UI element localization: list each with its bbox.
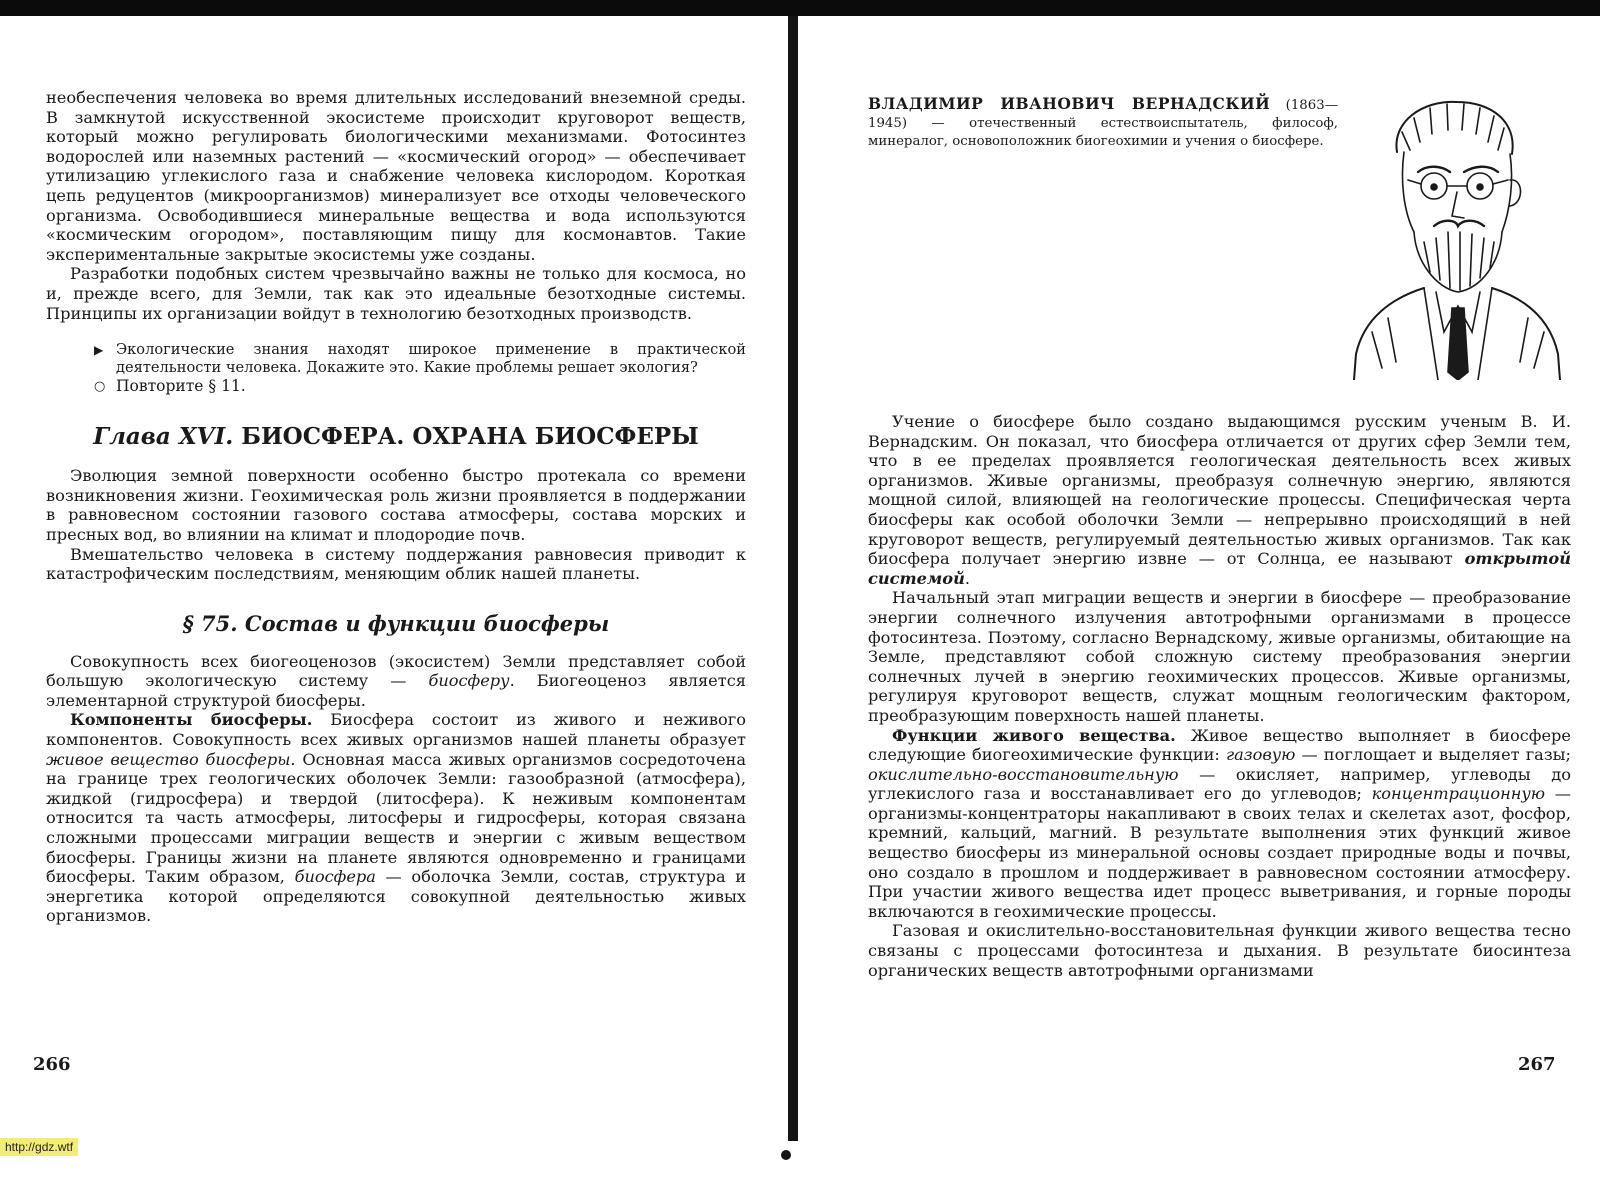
bio-name: ВЛАДИМИР ИВАНОВИЧ ВЕРНАДСКИЙ: [868, 94, 1271, 113]
triangle-bullet-icon: ▶: [94, 343, 104, 358]
chapter-label: Глава XVI.: [93, 423, 234, 451]
repeat-block: [94, 377, 746, 396]
section-title: § 75. Состав и функции биосферы: [182, 610, 610, 636]
vernadsky-portrait: [1352, 92, 1562, 380]
left-paragraph-4: Вмешательство человека в систему поддержания равновесия приводит к катастрофическим последствиям, меняющим облик нашей планеты.: [46, 544, 746, 584]
term-open-system: открытой системой: [868, 549, 1571, 588]
right-paragraph-3: Функции живого вещества. Живое вещество выполняет в биосфере следующие биогеохимические функции: газовую — поглощает и выделяет газы; окислительно-восстановительную — окисляет, например, углеводы до углекислого газа и восстанавливает его до углеводов; концентрационную — организмы-концентраторы накапливают в своих телах и скелетах азот, фосфор, кремний, кальций, магний. В результате выполнения этих функций живое вещество биосферы из минеральной основы создает природные воды и почвы, оно создало в прошлом и поддерживает в равновесном состоянии атмосферу. При участии живого вещества идет процесс выветривания, и горные породы включаются в геохимические процессы.: [868, 725, 1572, 921]
page-number-right: 267: [1518, 1054, 1556, 1075]
left-page: [46, 88, 746, 926]
question-block: [94, 341, 746, 377]
subheading-functions: Функции живого вещества.: [892, 725, 1176, 745]
term-concentration: концентрационную: [1371, 784, 1546, 804]
left-paragraph-2: Разработки подобных систем чрезвычайно важны не только для космоса, но и, прежде всего, для Земли, так как это идеальные безотходные системы. Принципы их организации войдут в технологию безотходных производств.: [46, 264, 746, 323]
page-number-left: 266: [33, 1054, 71, 1075]
left-paragraph-5: Совокупность всех биогеоценозов (экосистем) Земли представляет собой большую экологическую систему — биосферу. Биогеоценоз является элементарной структурой биосферы.: [46, 651, 746, 710]
bio-text: (1863—1945) — отечественный естествоиспытатель, философ, минералог, основоположник биогеохимии и учения о биосфере.: [868, 98, 1338, 149]
left-paragraph-3: Эволюция земной поверхности особенно быстро протекала со времени возникновения жизни. Геохимическая роль жизни проявляется в поддержании в равновесном состоянии газового состава атмосферы, состава морских и пресных вод, во влиянии на климат и плодородие почв.: [46, 466, 746, 544]
biography-caption: [868, 95, 1338, 151]
right-paragraph-1: Учение о биосфере было создано выдающимся русским ученым В. И. Вернадским. Он показал, что биосфера отличается от других сфер Земли тем, что в ее пределах проявляется геологическая деятельность всех живых организмов. Живые организмы, преобразуя солнечную энергию, являются мощной силой, влияющей на геологические процессы. Специфическая черта биосферы как особой оболочки Земли — непрерывно происходящий в ней круговорот веществ, регулируемый деятельностью живых организмов. Так как биосфера получает энергию извне — от Солнца, ее называют открытой системой.: [868, 412, 1571, 588]
term-gas: газовую: [1225, 745, 1296, 765]
right-page: [868, 412, 1571, 980]
term-redox: окислительно-восстановительную: [868, 764, 1179, 784]
repeat-text: Повторите § 11.: [116, 377, 246, 396]
right-paragraph-4: Газовая и окислительно-восстановительная функции живого вещества тесно связаны с процессами фотосинтеза и дыхания. В результате биосинтеза органических веществ автотрофными организмами: [868, 921, 1571, 980]
question-text: Экологические знания находят широкое применение в практической деятельности человека. Докажите это. Какие проблемы решает экология?: [116, 341, 746, 377]
chapter-heading: [46, 422, 746, 452]
left-paragraph-1: необеспечения человека во время длительных исследований внеземной среды. В замкнутой искусственной экосистеме происходит круговорот веществ, который можно регулировать биологическими механизмами. Фотосинтез водорослей или наземных растений — «космический огород» — обеспечивает утилизацию углекислого газа и снабжение человека кислородом. Короткая цепь редуцентов (микроорганизмов) минерализует все отходы человеческого организма. Освободившиеся минеральные вещества и вода используются «космическим огородом», поставляющим пищу для космонавтов. Такие экспериментальные закрытые экосистемы уже созданы.: [46, 88, 746, 264]
spine-mark: [781, 1150, 791, 1160]
subheading-components: Компоненты биосферы.: [70, 710, 313, 730]
right-paragraph-2: Начальный этап миграции веществ и энергии в биосфере — преобразование энергии солнечного излучения автотрофными организмами в процессе фотосинтеза. Поэтому, согласно Вернадскому, живые организмы, обитающие на Земле, представляют собой сложную систему преобразования энергии солнечных лучей в энергию геохимических процессов. Живые организмы, регулируя круговорот веществ, служат мощным геологическим фактором, преобразующим поверхность нашей планеты.: [868, 588, 1571, 725]
left-paragraph-6: Компоненты биосферы. Биосфера состоит из живого и неживого компонентов. Совокупность всех живых организмов нашей планеты образует живое вещество биосферы. Основная масса живых организмов сосредоточена на границе трех геологических оболочек Земли: газообразной (атмосфера), жидкой (гидросфера) и твердой (литосфера). К неживым компонентам относится та часть атмосферы, литосферы и гидросферы, которая связана сложными процессами миграции веществ и энергии с живым веществом биосферы. Границы жизни на планете являются одновременно и границами биосферы. Таким образом, биосфера — оболочка Земли, состав, структура и энергетика которой определяются совокупной деятельностью живых организмов.: [46, 710, 747, 926]
circle-bullet-icon: ○: [94, 379, 106, 395]
term-biosphere-def: биосфера: [294, 867, 376, 887]
book-spine: [788, 16, 798, 1141]
term-biosphere: биосферу: [428, 671, 510, 691]
source-url[interactable]: http://gdz.wtf: [0, 1138, 78, 1156]
top-border: [0, 0, 1600, 16]
term-living-matter: живое вещество биосферы: [46, 749, 291, 769]
chapter-title: БИОСФЕРА. ОХРАНА БИОСФЕРЫ: [241, 423, 699, 451]
